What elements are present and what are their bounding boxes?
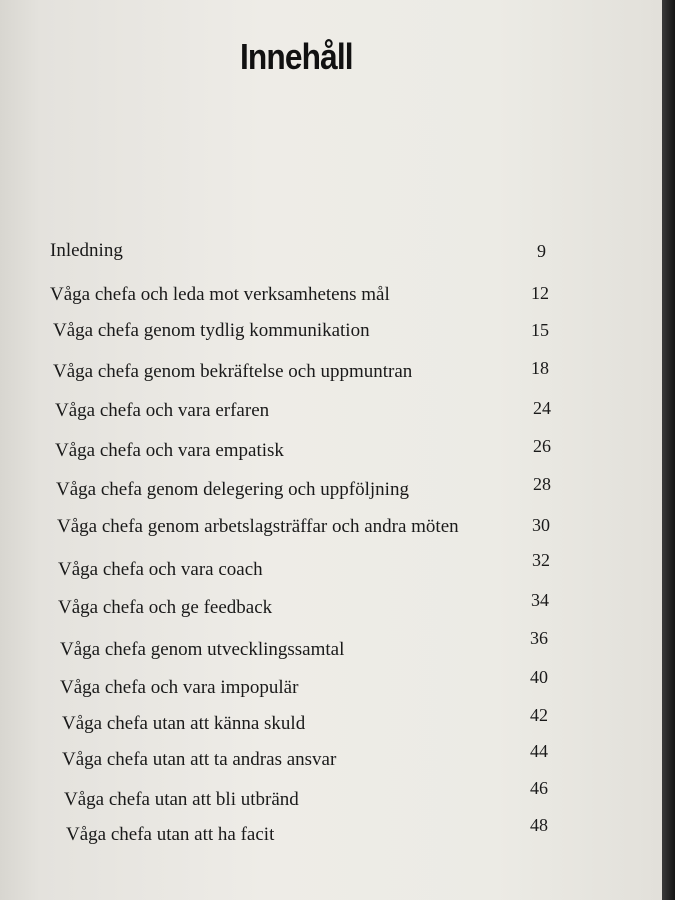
toc-entry-label: Våga chefa och ge feedback (58, 597, 273, 618)
toc-entry-page-number: 48 (530, 815, 548, 835)
toc-entry-page-number: 15 (531, 320, 549, 340)
toc-entry-page-number: 18 (531, 358, 549, 378)
page-title: Innehåll (240, 36, 353, 77)
toc-entry-label: Våga chefa utan att ha facit (66, 824, 275, 845)
toc-entry-label: Våga chefa utan att ta andras ansvar (62, 749, 337, 770)
toc-entry-label: Våga chefa utan att känna skuld (62, 713, 306, 734)
toc-entry-label: Våga chefa och leda mot verksamhetens mål (50, 284, 390, 305)
toc-entry-page-number: 46 (530, 778, 548, 798)
toc-entry-page-number: 24 (533, 398, 551, 418)
toc-entry-label: Våga chefa och vara impopulär (60, 677, 299, 698)
toc-entry-page-number: 30 (532, 515, 550, 535)
toc-entry-label: Våga chefa genom delegering och uppföljning (56, 479, 409, 500)
toc-entry-label: Våga chefa genom bekräftelse och uppmuntran (53, 361, 413, 382)
toc-entry-page-number: 44 (530, 741, 548, 761)
toc-entry-page-number: 32 (532, 550, 550, 570)
toc-entry-label: Våga chefa och vara erfaren (55, 400, 270, 421)
toc-entry-page-number: 36 (530, 628, 548, 648)
toc-entry-label: Inledning (50, 240, 123, 261)
toc-entry-label: Våga chefa genom tydlig kommunikation (53, 320, 370, 341)
toc-entry-page-number: 42 (530, 705, 548, 725)
toc-entry-page-number: 34 (531, 590, 549, 610)
toc-entry-page-number: 40 (530, 667, 548, 687)
page-edge (662, 0, 675, 900)
toc-entry-label: Våga chefa utan att bli utbränd (64, 789, 299, 810)
toc-entry-page-number: 28 (533, 474, 551, 494)
toc-entry-page-number: 9 (537, 241, 546, 261)
toc-entry-label: Våga chefa genom utvecklingssamtal (60, 639, 345, 660)
toc-entry-label: Våga chefa och vara coach (58, 559, 263, 580)
toc-entry-page-number: 12 (531, 283, 549, 303)
toc-entry-label: Våga chefa genom arbetslagsträffar och andra möten (57, 516, 459, 537)
toc-entry-page-number: 26 (533, 436, 551, 456)
toc-entry-label: Våga chefa och vara empatisk (55, 440, 284, 461)
